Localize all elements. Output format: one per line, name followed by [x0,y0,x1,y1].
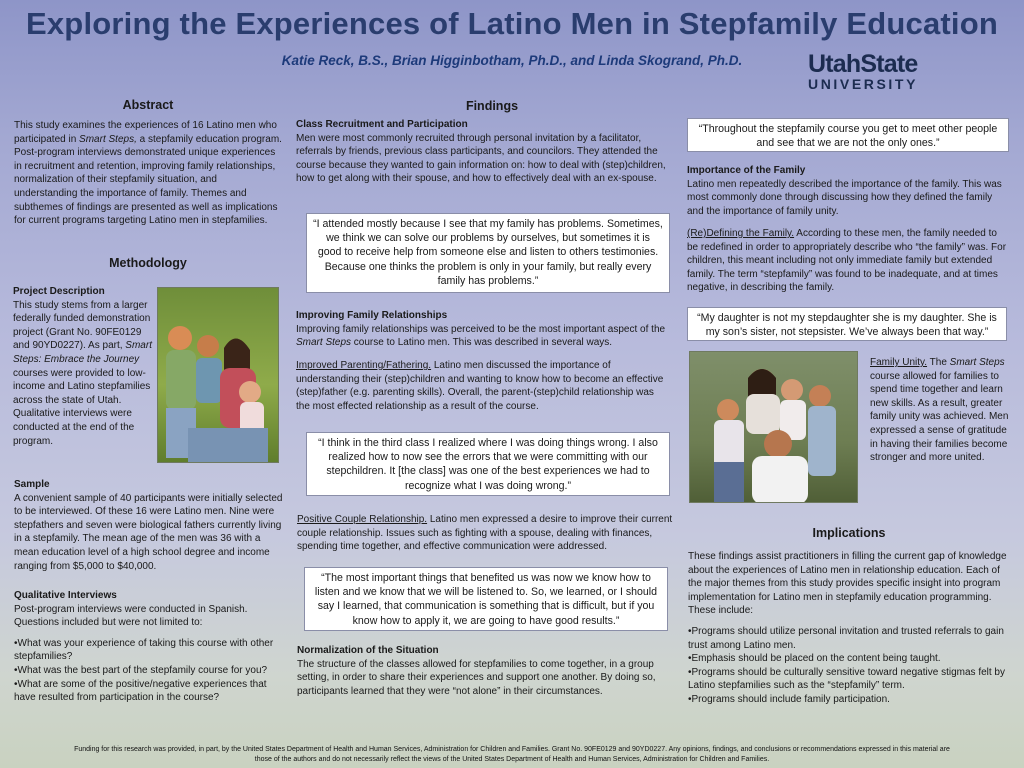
poster-authors: Katie Reck, B.S., Brian Higginbotham, Ph.D., and Linda Skogrand, Ph.D. [281,53,743,68]
implications-heading: Implications [812,526,886,540]
poster-title: Exploring the Experiences of Latino Men in Stepfamily Education [25,6,999,41]
list-item: • Emphasis should be placed on the content being taught. [688,652,1010,666]
list-item: • What are some of the positive/negative experiences that have resulted from participation in the course? [14,678,286,705]
importance-of-family-section: Importance of the Family Latino men repeatedly described the importance of the family. This was most commonly done through discussing how they defined the family and the importance of family unity. [687,165,1002,217]
logo-line-2: UNIVERSITY [808,76,919,92]
abstract-text: This study examines the experiences of 16 Latino men who participated in Smart Steps, a stepfamily education program. Post-program interviews demonstrated unique experiences in recruitment and retention, improving family relationships, normalization of their stepfamily situation, and understanding the importance of family. Themes and subthemes of findings are presented as well as implications for current programs targeting Latino men in stepfamilies. [14,120,282,227]
quote-box-3: “The most important things that benefited us was now we know how to listen and we know that we will be listened to. So, we learned, or I should say I learned, that communication is something that is difficult, but if you know how to apply it, we are going to have good results.” [304,567,668,631]
quote-box-2: “I think in the third class I realized where I was doing things wrong. I also realized how to now see the errors that we were committing with our stepchildren. It [the class] was one of the best experiences we had to recognize what I was doing wrong.” [306,432,670,496]
project-description: Project Description This study stems from a larger federally funded demonstration project (Grant No. 90FE0129 and 90YD0227). As part, Smart Steps: Embrace the Journey courses were provided to low-income and Latino stepfamilies across the state of Utah. Qualitative interviews were conducted at the end of the program. [13,286,152,447]
footer-line-2: those of the authors and do not necessarily reflect the views of the United States Department of Health and Human Services, Administration for Children and Families. [254,755,770,763]
findings-heading: Findings [465,99,519,113]
family-photo-2 [689,351,858,503]
quote-box-top-right: “Throughout the stepfamily course you get to meet other people and see that we are not the only ones.” [687,118,1009,152]
list-item: • What was the best part of the stepfamily course for you? [14,664,286,678]
implications-text: These findings assist practitioners in filling the current gap of knowledge about the experiences of Latino men in relationship education. Each of the major themes from this study provides specific insight into program implementation for Latino men in stepfamily education programming. These include: • Programs should utilize personal invitation and trusted referrals to gain trust among Latino men. • Emphasis should be placed on the content being taught. • Programs should be culturally sensitive toward negative stigmas felt by Latino stepfamilies such as the “stepfamily” term. • Programs should include family participation. [688,550,1010,707]
methodology-heading: Methodology [109,256,187,270]
family-unity-section: Family Unity. The Smart Steps course allowed for families to spend time together and learn new skills. As a result, greater family unity was achieved. Men expressed a sense of gratitude in having their families become stronger and more united. [870,357,1009,464]
recruitment-section: Class Recruitment and Participation Men were most commonly recruited through personal invitation by a facilitator, referrals by friends, previous class participants, and councilors. They attended the course because they wanted to gain information on: how to deal with (step)children, how to get along with their spouse, and how to effectively deal with an ex-spouse. [296,119,666,185]
abstract-heading: Abstract [122,98,174,112]
list-item: • Programs should be culturally sensitive toward negative stigmas felt by Latino stepfamilies such as the “stepfamily” term. [688,666,1010,693]
family-photo-1 [157,287,279,463]
couple-relationship-section: Positive Couple Relationship. Latino men expressed a desire to improve their current couple relationship. Issues such as fighting with a spouse, dealing with finances, spending time together, and effective communication were addressed. [297,514,673,553]
university-logo [808,52,956,94]
normalization-section: Normalization of the Situation The structure of the classes allowed for stepfamilies to come together, in a group setting, in order to share their experiences and support one another. By doing so, participants learned that they were “not alone” in their circumstances. [297,645,656,697]
parenting-section: Improved Parenting/Fathering. Latino men discussed the importance of understanding their (step)children and wanting to know how to become an effective (step)father (e.g. parenting skills). Overall, the parent-(step)child relationship was the most effected relationship as a result of the course. [296,360,664,412]
list-item: • Programs should utilize personal invitation and trusted referrals to gain trust among Latino men. [688,625,1010,652]
logo-line-1: UtahState [808,50,918,78]
sample-section: Sample A convenient sample of 40 participants were initially selected to be interviewed. Of these 16 were Latino men. Nine were stepfathers and seven were biological fathers currently living in a stepfamily. The mean age of the men was 36 with a mean education level of a high school degree and income ranging from $5,000 to $40,000. [14,479,283,572]
quote-box-1: “I attended mostly because I see that my family has problems. Sometimes, we think we can solve our problems by ourselves, but sometimes it is good to receive help from someone else and listen to others testimonies. Because one thinks the problem is only in your family, but really every family has problems.” [306,213,670,293]
list-item: • Programs should include family participation. [688,693,1010,707]
footer-line-1: Funding for this research was provided, in part, by the United States Department of Health and Human Services, Administration for Children and Families. Grant No. 90FE0129 and 90YD0227. Any opinions, findings, and conclusions or recommendations expressed in this material are [74,746,950,753]
qualitative-interviews: Qualitative Interviews Post-program interviews were conducted in Spanish. Questions included but were not limited to: • What was your experience of taking this course with other stepfamilies? • What was the best part of the stepfamily course for you? • What are some of the positive/negative experiences that have resulted from participation in the course? [14,589,286,705]
redefining-family-section: (Re)Defining the Family. According to these men, the family needed to be redefined in order to appropriately describe who “the family” was. For children, this meant including not only immediate family but extended family. The term “stepfamily” was found to be inadequate, and at times negative, in describing the family. [687,228,1007,294]
funding-footer [0,745,1024,764]
interview-questions [14,637,286,705]
list-item: • What was your experience of taking this course with other stepfamilies? [14,637,286,664]
quote-box-daughter: “My daughter is not my stepdaughter she is my daughter. She is my son’s sister, not stepsister. We’ve always been that way.” [687,307,1007,341]
improving-relationships-section: Improving Family Relationships Improving family relationships was perceived to be the most important aspect of the Smart Steps course to Latino men. This was described in several ways. [296,310,666,349]
implications-list [688,625,1010,707]
